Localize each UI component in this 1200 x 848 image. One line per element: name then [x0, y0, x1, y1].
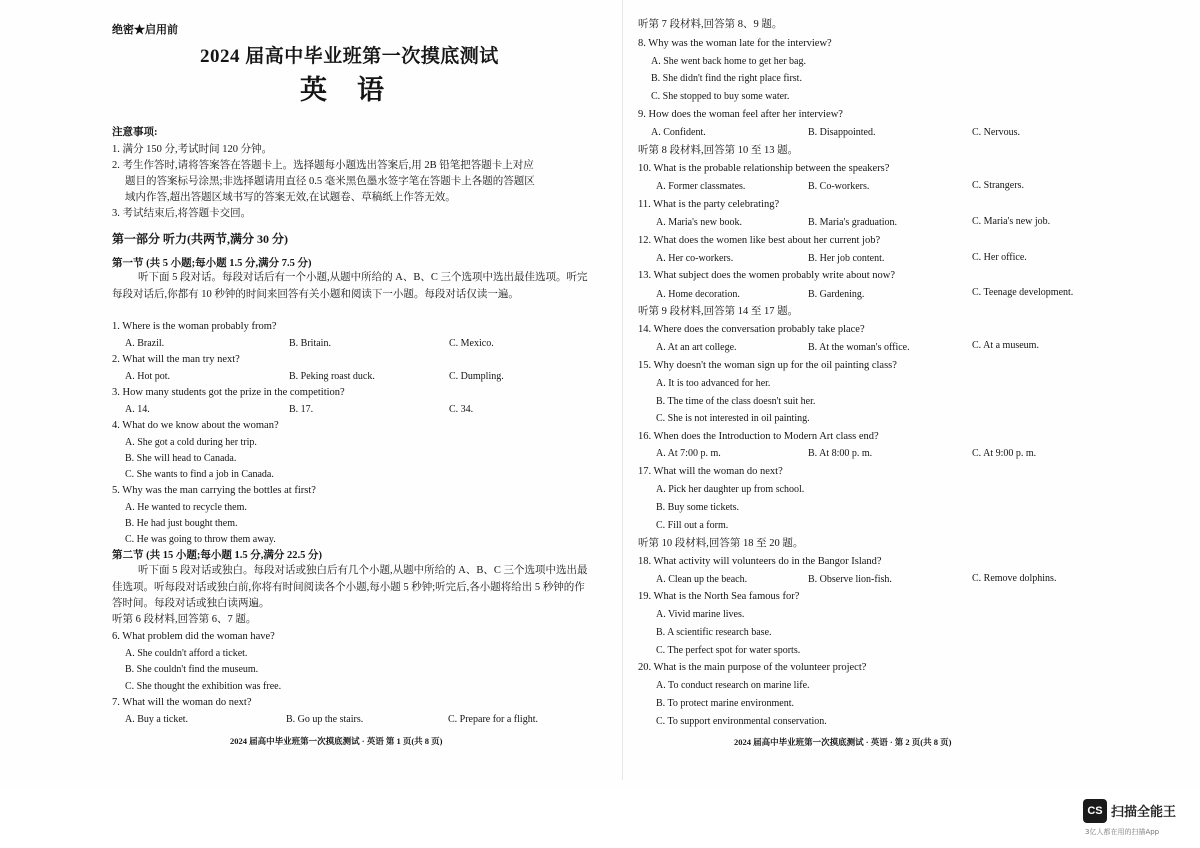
option: C. He was going to throw them away.	[125, 534, 276, 545]
option: A. She couldn't afford a ticket.	[125, 648, 248, 659]
option: C. At a museum.	[972, 340, 1039, 351]
material-heading: 听第 10 段材料,回答第 18 至 20 题。	[638, 538, 804, 549]
option: B. She will head to Canada.	[125, 453, 237, 464]
option: A. To conduct research on marine life.	[656, 680, 810, 691]
option: C. The perfect spot for water sports.	[656, 645, 801, 656]
option: C. She is not interested in oil painting.	[656, 413, 810, 424]
option: A. She got a cold during her trip.	[125, 437, 257, 448]
question-11: 11. What is the party celebrating?	[638, 199, 780, 210]
option: A. It is too advanced for her.	[656, 378, 771, 389]
option: B. She didn't find the right place first.	[651, 73, 802, 84]
option: A. Confident.	[651, 127, 706, 138]
question-9: 9. How does the woman feel after her interview?	[638, 109, 843, 120]
option: B. Buy some tickets.	[656, 502, 740, 513]
option: C. Dumpling.	[449, 371, 504, 382]
question-17: 17. What will the woman do next?	[638, 466, 783, 477]
part-heading: 第一部分 听力(共两节,满分 30 分)	[112, 232, 288, 246]
material-heading: 听第 7 段材料,回答第 8、9 题。	[638, 19, 783, 30]
option: C. To support environmental conservation.	[656, 716, 827, 727]
option: B. To protect marine environment.	[656, 698, 794, 709]
question-8: 8. Why was the woman late for the interview?	[638, 38, 832, 49]
notice-line: 2. 考生作答时,请将答案答在答题卡上。选择题每小题选出答案后,用 2B 铅笔把答题卡上对应	[112, 160, 534, 171]
option: B. At the woman's office.	[808, 342, 910, 353]
option: B. She couldn't find the museum.	[125, 664, 259, 675]
option: B. Peking roast duck.	[289, 371, 375, 382]
exam-title: 2024 届高中毕业班第一次摸底测试	[200, 46, 499, 67]
option: C. Fill out a form.	[656, 520, 729, 531]
option: B. A scientific research base.	[656, 627, 772, 638]
question-6: 6. What problem did the woman have?	[112, 631, 275, 642]
option: B. Maria's graduation.	[808, 217, 898, 228]
option: A. At 7:00 p. m.	[656, 448, 721, 459]
option: A. Maria's new book.	[656, 217, 742, 228]
watermark-tagline: 3亿人都在用的扫描App	[1085, 828, 1160, 836]
option: B. Britain.	[289, 338, 331, 349]
confidential-label: 绝密★启用前	[112, 24, 178, 36]
question-19: 19. What is the North Sea famous for?	[638, 591, 800, 602]
option: A. Former classmates.	[656, 181, 746, 192]
option: C. She stopped to buy some water.	[651, 91, 790, 102]
camscanner-logo-icon: CS	[1083, 799, 1107, 823]
option: C. Strangers.	[972, 180, 1024, 191]
page-footer: 2024 届高中毕业班第一次摸底测试 · 英语 第 1 页(共 8 页)	[230, 736, 443, 746]
question-18: 18. What activity will volunteers do in the Bangor Island?	[638, 556, 882, 567]
question-4: 4. What do we know about the woman?	[112, 420, 279, 431]
option: B. Gardening.	[808, 289, 865, 300]
option: C. Prepare for a flight.	[448, 714, 538, 725]
option: A. Pick her daughter up from school.	[656, 484, 805, 495]
question-7: 7. What will the woman do next?	[112, 697, 252, 708]
option: B. Co-workers.	[808, 181, 870, 192]
option: A. At an art college.	[656, 342, 737, 353]
question-20: 20. What is the main purpose of the volunteer project?	[638, 662, 867, 673]
section-heading: 第一节 (共 5 小题;每小题 1.5 分,满分 7.5 分)	[112, 258, 312, 269]
watermark-app-name: 扫描全能王	[1111, 805, 1177, 820]
question-14: 14. Where does the conversation probably take place?	[638, 324, 865, 335]
question-12: 12. What does the women like best about her current job?	[638, 235, 881, 246]
section-instructions: 听下面 5 段对话。每段对话后有一个小题,从题中所给的 A、B、C 三个选项中选出最佳选项。听完每段对话后,你都有 10 秒钟的时间来回答有关小题和阅读下一小题。每段对话仅读一遍。	[112, 272, 588, 300]
notice-line: 3. 考试结束后,将答题卡交回。	[112, 208, 252, 219]
option: A. Her co-workers.	[656, 253, 734, 264]
option: B. 17.	[289, 404, 314, 415]
question-3: 3. How many students got the prize in the competition?	[112, 387, 345, 398]
option: A. Vivid marine lives.	[656, 609, 745, 620]
option: A. 14.	[125, 404, 150, 415]
option: C. Remove dolphins.	[972, 573, 1057, 584]
option: A. Buy a ticket.	[125, 714, 189, 725]
section-instructions: 听下面 5 段对话或独白。每段对话或独白后有几个小题,从题中所给的 A、B、C 三个选项中选出最佳选项。听每段对话或独白前,你将有时间阅读各个小题,每小题 5 秒钟;听完后,各小题将给出 5 秒钟的作答时间。每段对话或独白读两遍。	[112, 565, 588, 609]
option: B. Observe lion-fish.	[808, 574, 892, 585]
option: C. Her office.	[972, 252, 1027, 263]
option: B. Disappointed.	[808, 127, 876, 138]
material-heading: 听第 8 段材料,回答第 10 至 13 题。	[638, 145, 799, 156]
option: A. He wanted to recycle them.	[125, 502, 247, 513]
option: B. Go up the stairs.	[286, 714, 364, 725]
section-heading: 第二节 (共 15 小题;每小题 1.5 分,满分 22.5 分)	[112, 550, 322, 561]
exam-page-2	[636, 0, 1096, 790]
page-divider	[622, 0, 623, 780]
question-10: 10. What is the probable relationship between the speakers?	[638, 163, 890, 174]
material-heading: 听第 6 段材料,回答第 6、7 题。	[112, 614, 257, 625]
notice-title: 注意事项:	[112, 127, 158, 138]
option: B. Her job content.	[808, 253, 885, 264]
material-heading: 听第 9 段材料,回答第 14 至 17 题。	[638, 306, 799, 317]
option: C. Nervous.	[972, 127, 1021, 138]
question-5: 5. Why was the man carrying the bottles at first?	[112, 485, 316, 496]
notice-line: 1. 满分 150 分,考试时间 120 分钟。	[112, 144, 273, 155]
option: B. He had just bought them.	[125, 518, 238, 529]
notice-line: 题目的答案标号涂黑;非选择题请用直径 0.5 毫米黑色墨水签字笔在答题卡上各题的答题区	[125, 176, 535, 187]
question-1: 1. Where is the woman probably from?	[112, 321, 277, 332]
option: C. She wants to find a job in Canada.	[125, 469, 274, 480]
exam-subject: 英语	[300, 75, 414, 105]
notice-line: 域内作答,超出答题区域书写的答案无效,在试题卷、草稿纸上作答无效。	[125, 192, 456, 203]
option: C. Maria's new job.	[972, 216, 1051, 227]
option: A. She went back home to get her bag.	[651, 56, 806, 67]
option: C. 34.	[449, 404, 474, 415]
option: B. The time of the class doesn't suit her.	[656, 396, 816, 407]
option: C. Mexico.	[449, 338, 494, 349]
option: A. Home decoration.	[656, 289, 740, 300]
option: A. Hot pot.	[125, 371, 170, 382]
option: A. Clean up the beach.	[656, 574, 748, 585]
scan-margin	[0, 790, 1200, 848]
option: C. She thought the exhibition was free.	[125, 681, 282, 692]
question-16: 16. When does the Introduction to Modern Art class end?	[638, 431, 879, 442]
question-2: 2. What will the man try next?	[112, 354, 240, 365]
page-footer: 2024 届高中毕业班第一次摸底测试 · 英语 · 第 2 页(共 8 页)	[734, 737, 952, 747]
question-15: 15. Why doesn't the woman sign up for the oil painting class?	[638, 360, 897, 371]
option: B. At 8:00 p. m.	[808, 448, 873, 459]
exam-page-1	[108, 0, 608, 790]
question-13: 13. What subject does the women probably write about now?	[638, 270, 895, 281]
option: C. At 9:00 p. m.	[972, 448, 1037, 459]
option: A. Brazil.	[125, 338, 165, 349]
option: C. Teenage development.	[972, 287, 1074, 298]
